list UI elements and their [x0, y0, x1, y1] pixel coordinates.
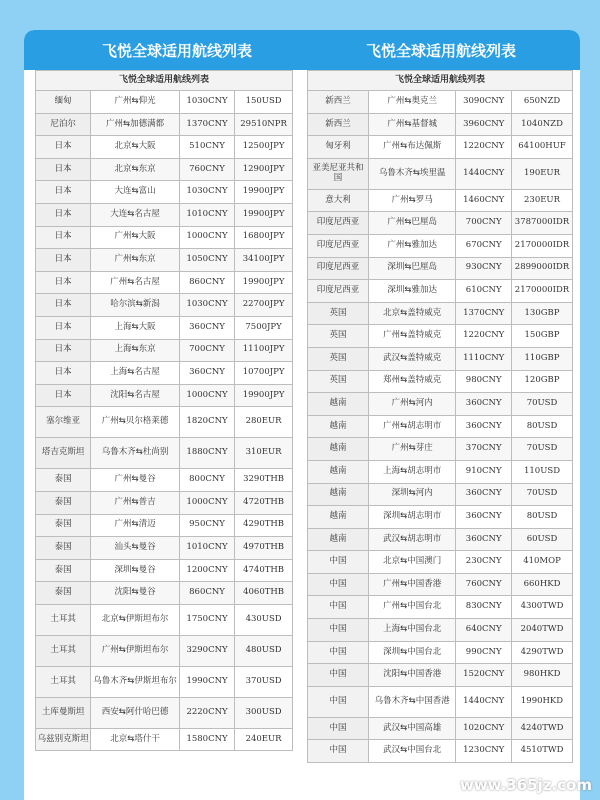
- route-cell: 武汉⇆中国台北: [368, 740, 455, 763]
- route-row: [308, 234, 573, 257]
- route-cell: 广州⇆仰光: [91, 91, 180, 114]
- price-cny-cell: 1010CNY: [179, 203, 234, 226]
- price-local-cell: 980HKD: [512, 664, 573, 687]
- route-list-card: [24, 30, 580, 800]
- route-row: [308, 717, 573, 740]
- price-local-cell: 240EUR: [235, 728, 293, 751]
- price-local-cell: 1990HKD: [512, 686, 573, 717]
- price-cny-cell: 760CNY: [456, 573, 512, 596]
- country-cell: 土库曼斯坦: [36, 697, 91, 728]
- price-cny-cell: 1030CNY: [179, 91, 234, 114]
- route-cell: 上海⇆中国台北: [368, 619, 455, 642]
- price-local-cell: 2899000IDR: [512, 257, 573, 280]
- route-cell: 武汉⇆中国高雄: [368, 717, 455, 740]
- country-cell: 越南: [308, 415, 369, 438]
- route-row: [36, 469, 293, 492]
- route-cell: 北京⇆大阪: [91, 136, 180, 159]
- route-row: [308, 438, 573, 461]
- route-cell: 广州⇆大阪: [91, 226, 180, 249]
- route-row: [36, 316, 293, 339]
- route-cell: 汕头⇆曼谷: [91, 537, 180, 560]
- country-cell: 日本: [36, 339, 91, 362]
- price-local-cell: 7500JPY: [235, 316, 293, 339]
- route-cell: 广州⇆盖特威克: [368, 325, 455, 348]
- price-cny-cell: 360CNY: [456, 393, 512, 416]
- route-cell: 上海⇆东京: [91, 339, 180, 362]
- price-cny-cell: 1050CNY: [179, 249, 234, 272]
- route-cell: 上海⇆大阪: [91, 316, 180, 339]
- country-cell: 日本: [36, 203, 91, 226]
- price-cny-cell: 1370CNY: [456, 302, 512, 325]
- price-local-cell: 190EUR: [512, 158, 573, 189]
- country-cell: 塞尔维亚: [36, 407, 91, 438]
- country-cell: 越南: [308, 460, 369, 483]
- price-cny-cell: 1010CNY: [179, 537, 234, 560]
- price-local-cell: 120GBP: [512, 370, 573, 393]
- price-cny-cell: 3090CNY: [456, 91, 512, 114]
- price-cny-cell: 370CNY: [456, 438, 512, 461]
- route-cell: 广州⇆名古屋: [91, 271, 180, 294]
- price-cny-cell: 1020CNY: [456, 717, 512, 740]
- price-cny-cell: 1440CNY: [456, 686, 512, 717]
- price-local-cell: 150USD: [235, 91, 293, 114]
- country-cell: 印度尼西亚: [308, 257, 369, 280]
- route-cell: 郑州⇆盖特威克: [368, 370, 455, 393]
- country-cell: 新西兰: [308, 113, 369, 136]
- route-row: [308, 551, 573, 574]
- route-cell: 大连⇆名古屋: [91, 203, 180, 226]
- price-local-cell: 4720THB: [235, 491, 293, 514]
- price-local-cell: 64100HUF: [512, 136, 573, 159]
- route-row: [308, 370, 573, 393]
- right-route-table: [307, 70, 573, 763]
- route-row: [36, 91, 293, 114]
- price-local-cell: 4510TWD: [512, 740, 573, 763]
- route-row: [308, 158, 573, 189]
- route-row: [36, 113, 293, 136]
- price-cny-cell: 3290CNY: [179, 635, 234, 666]
- route-cell: 北京⇆中国澳门: [368, 551, 455, 574]
- route-cell: 哈尔滨⇆新潟: [91, 294, 180, 317]
- route-row: [36, 559, 293, 582]
- right-table-body: [308, 91, 573, 763]
- route-cell: 北京⇆盖特威克: [368, 302, 455, 325]
- price-local-cell: 300USD: [235, 697, 293, 728]
- right-table-title: 飞悦全球适用航线列表: [308, 71, 573, 91]
- price-cny-cell: 1000CNY: [179, 491, 234, 514]
- country-cell: 日本: [36, 136, 91, 159]
- country-cell: 日本: [36, 158, 91, 181]
- price-local-cell: 80USD: [512, 415, 573, 438]
- country-cell: 中国: [308, 686, 369, 717]
- route-row: [36, 438, 293, 469]
- route-row: [36, 697, 293, 728]
- route-cell: 大连⇆富山: [91, 181, 180, 204]
- price-local-cell: 10700JPY: [235, 362, 293, 385]
- price-cny-cell: 230CNY: [456, 551, 512, 574]
- route-cell: 深圳⇆胡志明市: [368, 506, 455, 529]
- route-cell: 深圳⇆雅加达: [368, 280, 455, 303]
- route-row: [308, 257, 573, 280]
- price-cny-cell: 1460CNY: [456, 189, 512, 212]
- route-row: [308, 686, 573, 717]
- country-cell: 印度尼西亚: [308, 212, 369, 235]
- price-cny-cell: 930CNY: [456, 257, 512, 280]
- price-cny-cell: 1230CNY: [456, 740, 512, 763]
- price-local-cell: 11100JPY: [235, 339, 293, 362]
- country-cell: 英国: [308, 325, 369, 348]
- route-cell: 广州⇆中国台北: [368, 596, 455, 619]
- country-cell: 泰国: [36, 469, 91, 492]
- route-cell: 广州⇆加德满都: [91, 113, 180, 136]
- route-cell: 广州⇆贝尔格莱德: [91, 407, 180, 438]
- country-cell: 印度尼西亚: [308, 280, 369, 303]
- route-cell: 武汉⇆胡志明市: [368, 528, 455, 551]
- price-cny-cell: 510CNY: [179, 136, 234, 159]
- price-local-cell: 4970THB: [235, 537, 293, 560]
- price-local-cell: 410MOP: [512, 551, 573, 574]
- price-cny-cell: 670CNY: [456, 234, 512, 257]
- country-cell: 越南: [308, 438, 369, 461]
- route-row: [308, 325, 573, 348]
- country-cell: 亚美尼亚共和国: [308, 158, 369, 189]
- country-cell: 泰国: [36, 491, 91, 514]
- route-cell: 乌鲁木齐⇆伊斯坦布尔: [91, 666, 180, 697]
- route-row: [36, 728, 293, 751]
- country-cell: 日本: [36, 362, 91, 385]
- route-cell: 广州⇆雅加达: [368, 234, 455, 257]
- price-local-cell: 12500JPY: [235, 136, 293, 159]
- left-route-table: [35, 70, 293, 751]
- country-cell: 中国: [308, 551, 369, 574]
- route-cell: 深圳⇆中国台北: [368, 641, 455, 664]
- left-route-column: [35, 70, 293, 751]
- price-local-cell: 70USD: [512, 483, 573, 506]
- route-cell: 北京⇆塔什干: [91, 728, 180, 751]
- country-cell: 印度尼西亚: [308, 234, 369, 257]
- price-cny-cell: 360CNY: [456, 528, 512, 551]
- price-cny-cell: 360CNY: [456, 415, 512, 438]
- country-cell: 日本: [36, 316, 91, 339]
- price-local-cell: 70USD: [512, 393, 573, 416]
- right-route-column: [307, 70, 573, 763]
- price-cny-cell: 2220CNY: [179, 697, 234, 728]
- route-row: [308, 619, 573, 642]
- route-row: [308, 91, 573, 114]
- price-local-cell: 430USD: [235, 604, 293, 635]
- price-cny-cell: 1000CNY: [179, 226, 234, 249]
- price-local-cell: 19900JPY: [235, 203, 293, 226]
- left-table-body: [36, 91, 293, 751]
- route-row: [36, 537, 293, 560]
- route-row: [308, 280, 573, 303]
- price-local-cell: 110GBP: [512, 347, 573, 370]
- route-row: [308, 212, 573, 235]
- route-cell: 北京⇆伊斯坦布尔: [91, 604, 180, 635]
- price-local-cell: 60USD: [512, 528, 573, 551]
- price-cny-cell: 950CNY: [179, 514, 234, 537]
- price-local-cell: 660HKD: [512, 573, 573, 596]
- route-row: [36, 604, 293, 635]
- country-cell: 乌兹别克斯坦: [36, 728, 91, 751]
- route-row: [36, 582, 293, 605]
- price-local-cell: 22700JPY: [235, 294, 293, 317]
- country-cell: 新西兰: [308, 91, 369, 114]
- route-cell: 广州⇆奥克兰: [368, 91, 455, 114]
- route-row: [308, 113, 573, 136]
- country-cell: 日本: [36, 294, 91, 317]
- route-cell: 沈阳⇆曼谷: [91, 582, 180, 605]
- price-cny-cell: 360CNY: [456, 506, 512, 529]
- route-row: [36, 158, 293, 181]
- left-table-title: 飞悦全球适用航线列表: [36, 71, 293, 91]
- right-header-title: 飞悦全球适用航线列表: [366, 42, 517, 60]
- price-cny-cell: 1030CNY: [179, 181, 234, 204]
- price-cny-cell: 1000CNY: [179, 384, 234, 407]
- route-cell: 广州⇆中国香港: [368, 573, 455, 596]
- price-local-cell: 130GBP: [512, 302, 573, 325]
- route-row: [36, 294, 293, 317]
- country-cell: 中国: [308, 596, 369, 619]
- route-row: [308, 641, 573, 664]
- price-local-cell: 19900JPY: [235, 181, 293, 204]
- price-cny-cell: 1990CNY: [179, 666, 234, 697]
- price-local-cell: 4240TWD: [512, 717, 573, 740]
- route-row: [308, 506, 573, 529]
- price-local-cell: 34100JPY: [235, 249, 293, 272]
- price-cny-cell: 860CNY: [179, 271, 234, 294]
- route-cell: 广州⇆巴厘岛: [368, 212, 455, 235]
- route-cell: 广州⇆东京: [91, 249, 180, 272]
- route-row: [308, 415, 573, 438]
- route-cell: 沈阳⇆名古屋: [91, 384, 180, 407]
- route-cell: 上海⇆胡志明市: [368, 460, 455, 483]
- route-row: [36, 339, 293, 362]
- country-cell: 英国: [308, 370, 369, 393]
- price-local-cell: 16800JPY: [235, 226, 293, 249]
- route-row: [36, 384, 293, 407]
- route-row: [308, 664, 573, 687]
- price-cny-cell: 1440CNY: [456, 158, 512, 189]
- route-row: [36, 249, 293, 272]
- route-row: [36, 407, 293, 438]
- price-cny-cell: 1580CNY: [179, 728, 234, 751]
- country-cell: 土耳其: [36, 666, 91, 697]
- price-cny-cell: 1820CNY: [179, 407, 234, 438]
- route-row: [308, 573, 573, 596]
- country-cell: 日本: [36, 249, 91, 272]
- left-header-title: 飞悦全球适用航线列表: [102, 42, 253, 60]
- country-cell: 中国: [308, 573, 369, 596]
- route-row: [36, 136, 293, 159]
- route-row: [36, 181, 293, 204]
- route-cell: 深圳⇆曼谷: [91, 559, 180, 582]
- route-row: [36, 226, 293, 249]
- price-local-cell: 2170000IDR: [512, 234, 573, 257]
- price-local-cell: 70USD: [512, 438, 573, 461]
- price-local-cell: 370USD: [235, 666, 293, 697]
- country-cell: 土耳其: [36, 635, 91, 666]
- price-cny-cell: 1370CNY: [179, 113, 234, 136]
- country-cell: 泰国: [36, 537, 91, 560]
- route-row: [308, 460, 573, 483]
- price-local-cell: 12900JPY: [235, 158, 293, 181]
- route-row: [308, 347, 573, 370]
- route-cell: 广州⇆布达佩斯: [368, 136, 455, 159]
- route-cell: 广州⇆清迈: [91, 514, 180, 537]
- route-row: [36, 635, 293, 666]
- route-row: [308, 528, 573, 551]
- price-cny-cell: 360CNY: [179, 362, 234, 385]
- route-cell: 深圳⇆河内: [368, 483, 455, 506]
- price-cny-cell: 1750CNY: [179, 604, 234, 635]
- route-row: [308, 302, 573, 325]
- route-row: [308, 393, 573, 416]
- route-row: [308, 740, 573, 763]
- price-cny-cell: 700CNY: [179, 339, 234, 362]
- route-cell: 乌鲁木齐⇆中国香港: [368, 686, 455, 717]
- route-cell: 广州⇆伊斯坦布尔: [91, 635, 180, 666]
- country-cell: 越南: [308, 506, 369, 529]
- route-cell: 深圳⇆巴厘岛: [368, 257, 455, 280]
- country-cell: 缅甸: [36, 91, 91, 114]
- country-cell: 匈牙利: [308, 136, 369, 159]
- price-local-cell: 2170000IDR: [512, 280, 573, 303]
- price-local-cell: 230EUR: [512, 189, 573, 212]
- price-cny-cell: 1200CNY: [179, 559, 234, 582]
- country-cell: 中国: [308, 740, 369, 763]
- country-cell: 英国: [308, 347, 369, 370]
- price-local-cell: 280EUR: [235, 407, 293, 438]
- country-cell: 泰国: [36, 514, 91, 537]
- country-cell: 越南: [308, 528, 369, 551]
- price-local-cell: 4300TWD: [512, 596, 573, 619]
- country-cell: 中国: [308, 717, 369, 740]
- route-cell: 广州⇆基督城: [368, 113, 455, 136]
- route-row: [308, 136, 573, 159]
- price-cny-cell: 1110CNY: [456, 347, 512, 370]
- price-cny-cell: 3960CNY: [456, 113, 512, 136]
- route-row: [36, 514, 293, 537]
- country-cell: 日本: [36, 181, 91, 204]
- route-row: [36, 666, 293, 697]
- price-local-cell: 4740THB: [235, 559, 293, 582]
- route-cell: 沈阳⇆中国香港: [368, 664, 455, 687]
- price-cny-cell: 640CNY: [456, 619, 512, 642]
- price-cny-cell: 910CNY: [456, 460, 512, 483]
- country-cell: 泰国: [36, 559, 91, 582]
- price-cny-cell: 990CNY: [456, 641, 512, 664]
- route-cell: 广州⇆普吉: [91, 491, 180, 514]
- country-cell: 日本: [36, 384, 91, 407]
- price-cny-cell: 1220CNY: [456, 325, 512, 348]
- price-local-cell: 150GBP: [512, 325, 573, 348]
- route-cell: 广州⇆罗马: [368, 189, 455, 212]
- route-cell: 西安⇆阿什哈巴德: [91, 697, 180, 728]
- route-cell: 上海⇆名古屋: [91, 362, 180, 385]
- country-cell: 尼泊尔: [36, 113, 91, 136]
- country-cell: 中国: [308, 664, 369, 687]
- price-cny-cell: 360CNY: [456, 483, 512, 506]
- price-local-cell: 4290THB: [235, 514, 293, 537]
- price-local-cell: 80USD: [512, 506, 573, 529]
- price-cny-cell: 760CNY: [179, 158, 234, 181]
- site-watermark: www.365jz.com: [459, 776, 592, 794]
- price-cny-cell: 1880CNY: [179, 438, 234, 469]
- price-cny-cell: 800CNY: [179, 469, 234, 492]
- route-cell: 广州⇆芽庄: [368, 438, 455, 461]
- price-local-cell: 3290THB: [235, 469, 293, 492]
- price-cny-cell: 1520CNY: [456, 664, 512, 687]
- route-row: [308, 189, 573, 212]
- route-cell: 广州⇆河内: [368, 393, 455, 416]
- country-cell: 意大利: [308, 189, 369, 212]
- price-local-cell: 480USD: [235, 635, 293, 666]
- price-local-cell: 650NZD: [512, 91, 573, 114]
- country-cell: 中国: [308, 641, 369, 664]
- country-cell: 日本: [36, 226, 91, 249]
- country-cell: 日本: [36, 271, 91, 294]
- route-cell: 广州⇆胡志明市: [368, 415, 455, 438]
- price-local-cell: 19900JPY: [235, 271, 293, 294]
- route-cell: 乌鲁木齐⇆杜尚别: [91, 438, 180, 469]
- price-local-cell: 4290TWD: [512, 641, 573, 664]
- price-cny-cell: 360CNY: [179, 316, 234, 339]
- route-cell: 北京⇆东京: [91, 158, 180, 181]
- route-row: [308, 596, 573, 619]
- price-cny-cell: 1220CNY: [456, 136, 512, 159]
- price-local-cell: 19900JPY: [235, 384, 293, 407]
- country-cell: 中国: [308, 619, 369, 642]
- price-local-cell: 4060THB: [235, 582, 293, 605]
- price-local-cell: 110USD: [512, 460, 573, 483]
- price-local-cell: 29510NPR: [235, 113, 293, 136]
- price-cny-cell: 1030CNY: [179, 294, 234, 317]
- country-cell: 越南: [308, 393, 369, 416]
- route-cell: 乌鲁木齐⇆埃里温: [368, 158, 455, 189]
- route-row: [36, 203, 293, 226]
- route-row: [36, 362, 293, 385]
- price-cny-cell: 980CNY: [456, 370, 512, 393]
- price-cny-cell: 610CNY: [456, 280, 512, 303]
- price-cny-cell: 860CNY: [179, 582, 234, 605]
- route-cell: 武汉⇆盖特威克: [368, 347, 455, 370]
- country-cell: 塔吉克斯坦: [36, 438, 91, 469]
- header-banner: [24, 30, 580, 70]
- route-cell: 广州⇆曼谷: [91, 469, 180, 492]
- country-cell: 土耳其: [36, 604, 91, 635]
- route-row: [36, 271, 293, 294]
- country-cell: 英国: [308, 302, 369, 325]
- price-local-cell: 310EUR: [235, 438, 293, 469]
- price-cny-cell: 830CNY: [456, 596, 512, 619]
- country-cell: 泰国: [36, 582, 91, 605]
- route-row: [36, 491, 293, 514]
- price-local-cell: 1040NZD: [512, 113, 573, 136]
- price-local-cell: 3787000IDR: [512, 212, 573, 235]
- price-local-cell: 2040TWD: [512, 619, 573, 642]
- country-cell: 越南: [308, 483, 369, 506]
- route-row: [308, 483, 573, 506]
- price-cny-cell: 700CNY: [456, 212, 512, 235]
